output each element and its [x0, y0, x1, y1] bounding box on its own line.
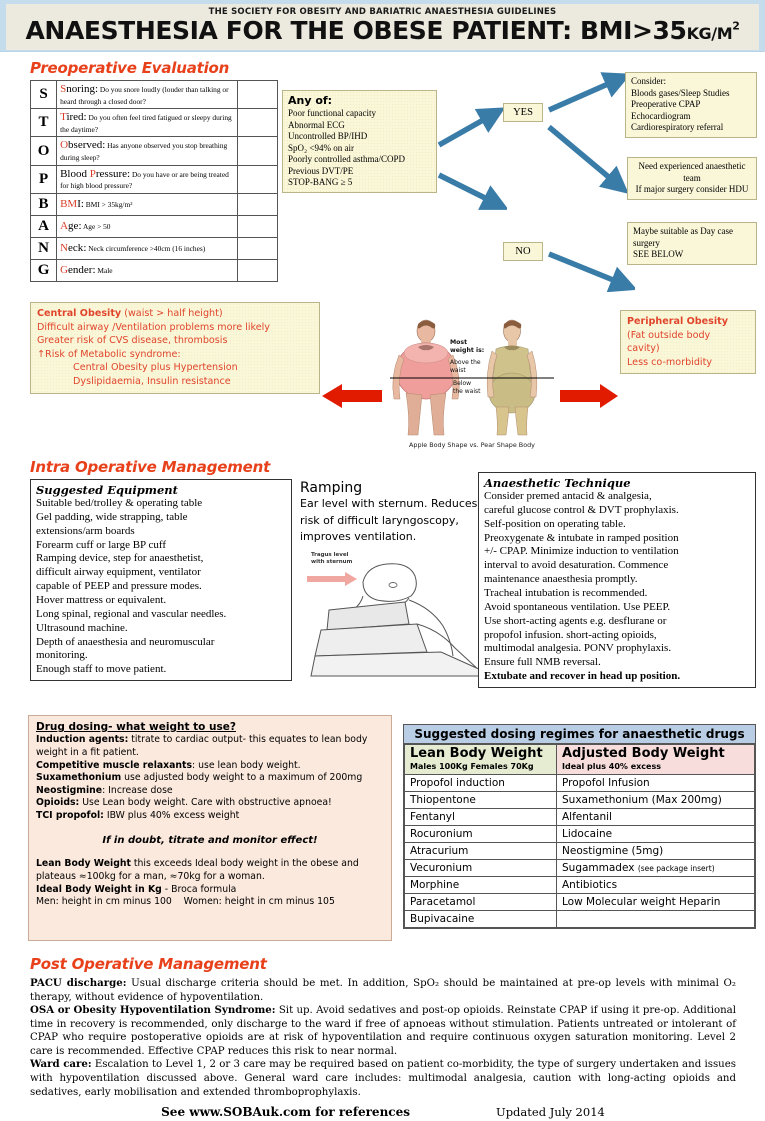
- drug-dosing-emphasis: If in doubt, titrate and monitor effect!: [102, 834, 318, 846]
- ideal-body-weight-entry: [36, 884, 384, 897]
- central-obesity-box: [30, 302, 320, 394]
- dosing-table-body: [405, 745, 755, 928]
- dosing-cell-adjusted-text: Sugammadex: [562, 861, 638, 874]
- drug-dosing-text: IBW plus 40% excess weight: [103, 810, 240, 822]
- drug-dosing-text: : use lean body weight.: [192, 759, 301, 771]
- dosing-cell-lean: Rocuronium: [405, 825, 557, 842]
- postop-pacu-label: PACU discharge:: [30, 977, 127, 989]
- equipment-line: capable of PEEP and pressure modes.: [36, 580, 202, 593]
- any-of-criteria-box: [282, 90, 437, 193]
- stopbang-question: [57, 109, 238, 137]
- peripheral-obesity-line: (Fat outside body: [627, 329, 711, 341]
- stopbang-sep: :: [94, 83, 99, 95]
- stopbang-kw-rest: eck: [68, 241, 84, 254]
- table-row: [31, 81, 278, 109]
- stopbang-sep: :: [80, 197, 84, 210]
- peripheral-obesity-line: Less co-morbidity: [627, 356, 713, 368]
- technique-line: propofol infusion. short-acting opioids,: [484, 628, 657, 641]
- central-obesity-subline: Dyslipidaemia, Insulin resistance: [73, 376, 231, 388]
- postop-osa-paragraph: [30, 1004, 736, 1058]
- table-row: [405, 808, 755, 825]
- figure-label-below-waist: [453, 380, 480, 396]
- postop-osa-text: Sit up. Avoid sedatives and post-op opioids. Reinstate CPAP if using it pre-op. Additional time in recovery is recommended, only discharge to the ward if free of apnoeas without stimulation. Patients untreated or intolerant of CPAP who require postoperative opioids are at risk of hypoventilation and require continuous oxygen saturation monitoring. Level 2 care is recommended. Effective CPAP reduces this risk to near normal.: [30, 1005, 736, 1057]
- equipment-line: Depth of anaesthesia and neuromuscular: [36, 635, 215, 648]
- section-heading-preoperative: Preoperative Evaluation: [30, 59, 230, 77]
- table-row: [405, 791, 755, 808]
- stopbang-letter: N: [31, 237, 57, 259]
- stopbang-letter: A: [31, 215, 57, 237]
- stopbang-letter: G: [31, 259, 57, 281]
- stopbang-body: [31, 81, 278, 282]
- title-banner: [0, 0, 765, 52]
- dosing-cell-adjusted-text: Lidocaine: [562, 827, 613, 840]
- anaesthetic-technique-box: [478, 472, 756, 688]
- ideal-body-weight-formula: [36, 896, 384, 909]
- ramping-diagram-label: Tragus level with sternum: [311, 552, 353, 565]
- drug-dosing-label: Suxamethonium: [36, 772, 122, 784]
- drug-dosing-label: TCI propofol:: [36, 810, 104, 822]
- technique-line: Tracheal intubation is recommended.: [484, 587, 648, 600]
- stopbang-letter: O: [31, 137, 57, 165]
- figure-caption: Apple Body Shape vs. Pear Shape Body: [409, 441, 535, 449]
- equipment-line: Hover mattress or equivalent.: [36, 594, 167, 607]
- dosing-cell-adjusted: [557, 910, 755, 927]
- arrow-yes-to-team: [549, 127, 617, 184]
- table-row: [405, 859, 755, 876]
- lean-body-weight-text: this exceeds Ideal body weight in the obese and plateaus ≈100kg for a man, ≈70kg for a woman.: [36, 858, 359, 882]
- dosing-cell-lean: Thiopentone: [405, 791, 557, 808]
- stopbang-kw-red: A: [60, 219, 69, 232]
- stopbang-detail: Age > 50: [81, 221, 111, 231]
- equipment-line: Ultrasound machine.: [36, 621, 128, 634]
- lean-body-weight-label: Lean Body Weight: [36, 858, 131, 870]
- stopbang-question: [57, 215, 238, 237]
- technique-line: multimodal analgesia. PONV prophylaxis.: [484, 642, 672, 655]
- technique-line: Use short-acting agents e.g. desflurane or: [484, 614, 667, 627]
- technique-line: careful glucose control & DVT prophylaxis.: [484, 503, 679, 516]
- equipment-line: Ramping device, step for anaesthetist,: [36, 552, 204, 565]
- page-title-superscript: 2: [732, 19, 740, 33]
- central-obesity-subline: Central Obesity plus Hypertension: [73, 362, 238, 374]
- section-heading-postoperative: Post Operative Management: [30, 955, 267, 973]
- central-obesity-title: Central Obesity: [37, 308, 122, 319]
- equipment-line: Gel padding, wide strapping, table: [36, 510, 188, 523]
- drug-dosing-entry: [36, 772, 384, 785]
- central-obesity-title-line: [37, 307, 313, 321]
- drug-dosing-label: Opioids:: [36, 797, 80, 809]
- stopbang-letter: T: [31, 109, 57, 137]
- technique-line: Preoxygenate & intubate in ramped position: [484, 531, 679, 544]
- drug-dosing-text: : Increase dose: [102, 784, 173, 796]
- arrow-to-yes: [439, 115, 492, 145]
- outcome-line: Preoperative CPAP: [631, 99, 701, 110]
- dosing-cell-lean: Paracetamol: [405, 893, 557, 910]
- postop-osa-label: OSA or Obesity Hypoventilation Syndrome:: [30, 1004, 276, 1017]
- stopbang-detail: BMI > 35kg/m²: [83, 199, 133, 209]
- technique-line-bold: Extubate and recover in head up position.: [484, 670, 681, 683]
- postop-content: [30, 977, 736, 1121]
- dosing-cell-adjusted: [557, 791, 755, 808]
- dosing-cell-adjusted: [557, 876, 755, 893]
- stopbang-question: [57, 237, 238, 259]
- any-of-item: SpO₂ <94% on air: [288, 142, 354, 153]
- peripheral-obesity-line: Peripheral Obesity: [627, 316, 728, 327]
- body-shape-diagram: [388, 317, 556, 462]
- stopbang-checkbox-cell[interactable]: [237, 109, 277, 137]
- stopbang-checkbox-cell[interactable]: [237, 237, 277, 259]
- technique-title: Anaesthetic Technique: [484, 476, 631, 490]
- drug-dosing-entry: [36, 810, 384, 823]
- stopbang-kw-pre: Blood: [60, 167, 90, 180]
- postop-ward-label: Ward care:: [30, 1058, 92, 1071]
- postop-ward-text: Escalation to Level 1, 2 or 3 care may be required based on patient co-morbidity, the type of surgery undertaken and issues with hypoventilation discussed above. General ward care includes: multimodal analgesia, caution with long-acting opioids and sedatives, early mobilisation and extended thromboprophylaxis.: [30, 1059, 736, 1098]
- dosing-cell-adjusted: [557, 774, 755, 791]
- body-shape-illustration: [388, 317, 556, 439]
- stopbang-sep: :: [127, 167, 131, 180]
- table-row: [31, 165, 278, 193]
- ibw-women: Women: height in cm minus 105: [183, 896, 335, 908]
- figure-label-most-weight: [450, 339, 484, 355]
- table-row: [405, 893, 755, 910]
- stopbang-detail: Do you often feel tired fatigued or sleepy during the daytime?: [60, 113, 232, 134]
- dosing-cell-adjusted-text: Suxamethonium (Max 200mg): [562, 793, 722, 806]
- page-title-unit: KG/M: [686, 24, 733, 43]
- dosing-cell-lean: Morphine: [405, 876, 557, 893]
- lean-body-weight-entry: [36, 858, 384, 883]
- technique-line: Avoid spontaneous ventilation. Use PEEP.: [484, 600, 671, 613]
- outcome-line: Echocardiogram: [631, 110, 691, 121]
- drug-dosing-entry: [36, 760, 384, 773]
- outcome-line: Need experienced anaesthetic: [638, 161, 746, 171]
- drug-dosing-text: Use Lean body weight. Care with obstructive apnoea!: [79, 797, 332, 809]
- stopbang-question: [57, 165, 238, 193]
- stopbang-kw-rest: ired: [66, 111, 84, 124]
- stopbang-letter: S: [31, 81, 57, 109]
- outcome-line: Cardiorespiratory referral: [631, 122, 724, 133]
- table-row: [31, 109, 278, 137]
- outcome-box-day-case: [627, 222, 757, 265]
- table-row: [405, 876, 755, 893]
- figure-label-below: Below: [453, 380, 472, 387]
- dosing-col-header-lean: [405, 745, 557, 775]
- peripheral-obesity-box: [620, 310, 756, 374]
- dosing-col-header-adjusted: [557, 745, 755, 775]
- stopbang-table-wrap: [30, 80, 278, 282]
- stopbang-kw-red: S: [60, 83, 67, 95]
- drug-dosing-label: Neostigmine: [36, 784, 103, 796]
- footer: [30, 1105, 736, 1121]
- ramping-diagram: [305, 552, 485, 682]
- stopbang-kw-red: T: [60, 111, 67, 124]
- dosing-cell-adjusted-text: Antibiotics: [562, 878, 618, 891]
- dosing-cell-lean: Fentanyl: [405, 808, 557, 825]
- outcome-line: Bloods gases/Sleep Studies: [631, 87, 730, 98]
- dosing-regimes-table-wrap: [403, 724, 756, 929]
- peripheral-obesity-line: cavity): [627, 343, 660, 355]
- stopbang-detail: Do you have or are being treated for high blood pressure?: [60, 169, 229, 191]
- postop-ward-paragraph: [30, 1058, 736, 1099]
- stopbang-letter: B: [31, 193, 57, 215]
- technique-line: maintenance anaesthesia promptly.: [484, 573, 638, 586]
- central-obesity-line: Difficult airway /Ventilation problems more likely: [37, 321, 270, 333]
- postop-pacu-text: Usual discharge criteria should be met. In addition, SpO₂ should be maintained at pre-op levels with minimal O₂ therapy, without evidence of hypoventilation.: [30, 978, 736, 1003]
- dosing-cell-lean: Vecuronium: [405, 859, 557, 876]
- equipment-title: Suggested Equipment: [36, 483, 178, 497]
- title-banner-inner: [6, 4, 759, 50]
- ideal-body-weight-text: - Broca formula: [161, 883, 237, 895]
- dosing-cell-adjusted-text: Neostigmine (5mg): [562, 844, 664, 857]
- outcome-line: Consider:: [631, 76, 666, 86]
- red-arrow-right: [560, 384, 620, 408]
- any-of-item: Previous DVT/PE: [288, 165, 354, 176]
- stopbang-sep: :: [78, 219, 82, 232]
- outcome-line: Maybe suitable as Day case: [633, 226, 733, 236]
- technique-line: +/- CPAP. Minimize induction to ventilation: [484, 545, 679, 558]
- dosing-cell-adjusted-text: Alfentanil: [562, 810, 612, 823]
- central-obesity-line: ↑Risk of Metabolic syndrome:: [37, 348, 181, 360]
- drug-dosing-entry: [36, 797, 384, 810]
- stopbang-kw-rest: noring: [66, 83, 95, 95]
- outcome-line: surgery: [633, 237, 660, 248]
- stopbang-sep: :: [92, 263, 96, 276]
- table-row: [405, 825, 755, 842]
- figure-label-most: Most: [450, 339, 468, 346]
- central-obesity-line: Greater risk of CVS disease, thrombosis: [37, 335, 228, 347]
- dosing-col-lean-title: Lean Body Weight: [410, 746, 543, 761]
- stopbang-kw-rest: ressure: [95, 167, 128, 180]
- table-row: [405, 910, 755, 927]
- ramping-arrow-icon: [307, 572, 357, 586]
- dosing-cell-lean: Propofol induction: [405, 774, 557, 791]
- stopbang-sep: :: [83, 111, 87, 124]
- stopbang-kw-red: O: [60, 139, 69, 152]
- decision-yes[interactable]: YES: [503, 103, 543, 122]
- drug-dosing-entry: [36, 785, 384, 798]
- central-obesity-title-rest: (waist > half height): [121, 308, 223, 319]
- dosing-cell-lean: Bupivacaine: [405, 910, 557, 927]
- equipment-line: Long spinal, regional and vascular needles.: [36, 607, 227, 620]
- society-line: THE SOCIETY FOR OBESITY AND BARIATRIC ANAESTHESIA GUIDELINES: [208, 7, 557, 17]
- dosing-table-title: Suggested dosing regimes for anaesthetic drugs: [404, 725, 755, 744]
- stopbang-kw-rest: ge: [68, 219, 79, 232]
- any-of-item: Uncontrolled BP/IHD: [288, 131, 368, 142]
- arrow-to-no: [439, 175, 495, 203]
- equipment-line: Forearm cuff or large BP cuff: [36, 538, 167, 551]
- stopbang-kw-red: P: [89, 167, 96, 180]
- arrow-yes-to-consider: [549, 80, 617, 110]
- table-row: [31, 259, 278, 281]
- dosing-cell-adjusted-text: Propofol Infusion: [562, 776, 650, 789]
- dosing-col-lean-sub: Males 100Kg Females 70Kg: [410, 761, 534, 771]
- technique-line: interval to avoid desaturation. Commence: [484, 559, 669, 572]
- technique-line: Ensure full NMB reversal.: [484, 656, 601, 669]
- stopbang-kw-red: BM: [60, 197, 78, 210]
- stopbang-detail: Male: [95, 265, 113, 275]
- stopbang-question: [57, 137, 238, 165]
- dosing-cell-adjusted-text: Low Molecular weight Heparin: [562, 895, 721, 908]
- ramping-section: [300, 480, 480, 546]
- stopbang-kw-rest: bserved: [68, 139, 103, 152]
- stopbang-kw-rest: ender: [68, 263, 93, 276]
- page-title: [6, 18, 759, 44]
- ramping-title: Ramping: [300, 480, 363, 496]
- ibw-men: Men: height in cm minus 100: [36, 896, 172, 908]
- outcome-box-experienced-team: [627, 157, 757, 200]
- table-row: [31, 193, 278, 215]
- drug-dosing-title: Drug dosing- what weight to use?: [36, 721, 236, 733]
- outcome-line: team: [683, 172, 701, 183]
- stopbang-checkbox-cell[interactable]: [237, 137, 277, 165]
- stopbang-detail: Do you snore loudly (louder than talking or heard through a closed door?: [60, 85, 229, 106]
- dosing-cell-adjusted: [557, 842, 755, 859]
- ramping-illustration: [305, 552, 485, 677]
- figure-label-above-waist: [450, 359, 481, 375]
- table-row: [405, 842, 755, 859]
- stopbang-kw-rest: I: [77, 197, 81, 210]
- stopbang-checkbox-cell[interactable]: [237, 81, 277, 109]
- stopbang-detail: Has anyone observed you stop breathing during sleep?: [60, 141, 228, 163]
- table-row: [31, 215, 278, 237]
- stopbang-kw-red: N: [60, 241, 69, 254]
- table-row: [405, 774, 755, 791]
- figure-label-above-2: waist: [450, 367, 466, 375]
- any-of-item: STOP-BANG ≥ 5: [288, 177, 353, 188]
- flow-arrows-left: [437, 97, 507, 237]
- page-title-main: ANAESTHESIA FOR THE OBESE PATIENT: BMI>35: [25, 16, 687, 45]
- equipment-line: difficult airway equipment, ventilator: [36, 566, 201, 579]
- stopbang-question: [57, 259, 238, 281]
- equipment-line: extensions/arm boards: [36, 524, 135, 537]
- drug-dosing-label: Competitive muscle relaxants: [36, 759, 193, 771]
- dosing-cell-adjusted: [557, 859, 755, 876]
- any-of-header: Any of:: [288, 94, 333, 107]
- dosing-col-adjusted-title: Adjusted Body Weight: [562, 746, 725, 761]
- flow-arrows-right: [545, 72, 635, 292]
- dosing-cell-note: (see package insert): [637, 863, 715, 873]
- drug-dosing-entry: [36, 734, 384, 759]
- dosing-cell-lean: Atracurium: [405, 842, 557, 859]
- stopbang-sep: :: [83, 241, 87, 254]
- stopbang-checkbox-cell[interactable]: [237, 259, 277, 281]
- dosing-cell-adjusted: [557, 808, 755, 825]
- stopbang-sep: :: [102, 139, 106, 152]
- stopbang-detail: Neck circumference >40cm (16 inches): [86, 243, 206, 253]
- footer-reference-link[interactable]: See www.SOBAuk.com for references: [161, 1105, 410, 1120]
- any-of-item: Abnormal ECG: [288, 119, 345, 130]
- ramping-text: Ear level with sternum. Reduces risk of difficult laryngoscopy, improves ventilation.: [300, 497, 478, 543]
- outcome-box-consider: [625, 72, 757, 138]
- stopbang-kw-red: G: [60, 263, 69, 276]
- decision-no[interactable]: NO: [503, 242, 543, 261]
- table-row: [31, 237, 278, 259]
- section-heading-intraoperative: Intra Operative Management: [30, 458, 271, 476]
- equipment-line: Enough staff to move patient.: [36, 663, 167, 676]
- dosing-cell-adjusted: [557, 893, 755, 910]
- dosing-col-adjusted-sub: Ideal plus 40% excess: [562, 761, 661, 771]
- footer-updated-date: Updated July 2014: [496, 1105, 605, 1120]
- figure-label-below-2: the waist: [453, 388, 481, 396]
- stopbang-table: [30, 80, 278, 282]
- technique-line: Self-position on operating table.: [484, 517, 626, 530]
- red-arrow-left: [320, 384, 382, 408]
- stopbang-checkbox-cell[interactable]: [237, 165, 277, 193]
- figure-label-weight-is: weight is:: [450, 347, 485, 355]
- table-row: [31, 137, 278, 165]
- any-of-item: Poorly controlled asthma/COPD: [288, 154, 405, 165]
- stopbang-letter: P: [31, 165, 57, 193]
- stopbang-question: [57, 81, 238, 109]
- ideal-body-weight-label: Ideal Body Weight in Kg: [36, 883, 162, 895]
- outcome-line: SEE BELOW: [633, 249, 684, 260]
- drug-dosing-text: titrate to cardiac output- this equates to lean body weight in a fit patient.: [36, 734, 368, 758]
- equipment-line: monitoring.: [36, 649, 88, 662]
- figure-label-above: Above the: [450, 359, 481, 366]
- equipment-line: Suitable bed/trolley & operating table: [36, 497, 203, 509]
- stopbang-checkbox-cell[interactable]: [237, 193, 277, 215]
- dosing-cell-adjusted: [557, 825, 755, 842]
- outcome-line: If major surgery consider HDU: [635, 184, 749, 195]
- suggested-equipment-box: [30, 479, 292, 681]
- drug-dosing-box: [28, 715, 392, 941]
- drug-dosing-text: use adjusted body weight to a maximum of 200mg: [121, 772, 363, 784]
- stopbang-question: [57, 193, 238, 215]
- any-of-item: Poor functional capacity: [288, 108, 376, 119]
- stopbang-checkbox-cell[interactable]: [237, 215, 277, 237]
- dosing-table-header-row: [405, 745, 755, 775]
- drug-dosing-label: Induction agents:: [36, 734, 129, 746]
- postop-pacu-paragraph: [30, 977, 736, 1004]
- dosing-regimes-table: [404, 744, 755, 928]
- arrow-no-to-daycase: [549, 254, 623, 284]
- technique-line: Consider premed antacid & analgesia,: [484, 490, 652, 502]
